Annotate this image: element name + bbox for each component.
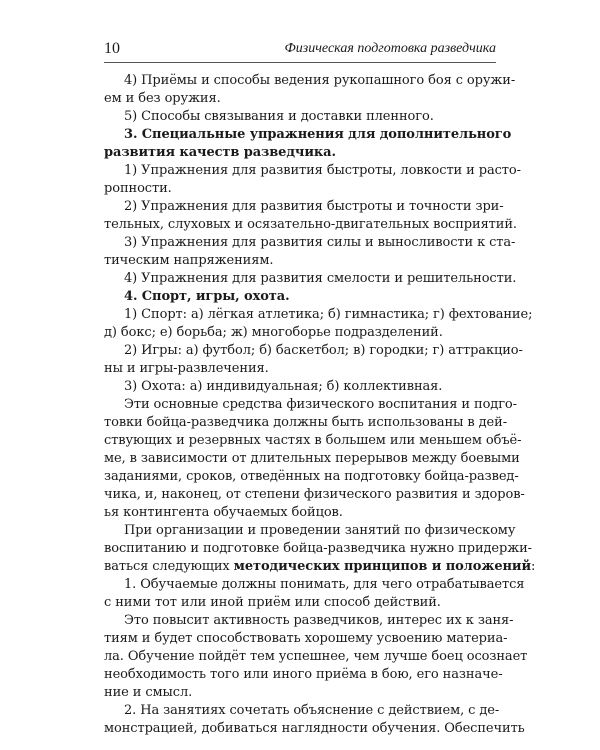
text-segment: 5) Способы связывания и доставки пленного. [124,109,434,124]
text-segment: ствующих и резервных частях в большем или меньшем объё- [104,433,522,448]
bold-text: развития качеств разведчика. [104,145,336,160]
text-line [104,396,517,414]
text-segment: 1. Обучаемые должны понимать, для чего отрабатывается [124,577,525,592]
text-segment: тельных, слуховых и осязательно-двигательных восприятий. [104,217,517,232]
text-segment: 2) Игры: а) футбол; б) баскетбол; в) городки; г) аттракцио- [124,343,523,358]
text-segment: тиям и будет способствовать хорошему усвоению материа- [104,631,508,646]
body-text [104,72,536,738]
text-segment: товки бойца-разведчика должны быть использованы в дей- [104,415,508,430]
text-line [104,234,516,252]
text-line [104,90,496,108]
text-line [104,126,512,144]
text-segment: ья контингента обучаемых бойцов. [104,505,343,520]
page-number: 10 [104,40,120,57]
text-line [104,522,516,540]
text-segment: 1) Спорт: а) лёгкая атлетика; б) гимнастика; г) фехтование; [124,307,533,322]
text-line [104,594,496,612]
text-line [104,648,528,666]
text-line [104,252,496,270]
text-segment: ваться следующих [104,559,234,574]
text-segment: ем и без оружия. [104,91,221,106]
text-line [104,432,522,450]
text-segment: 1) Упражнения для развития быстроты, ловкости и расто- [124,163,521,178]
text-line [104,360,496,378]
text-segment: Эти основные средства физического воспитания и подго- [124,397,517,412]
text-line [104,270,517,288]
running-header [104,38,496,63]
text-line [104,72,516,90]
bold-text: 3. Специальные упражнения для дополнительного [124,127,512,142]
text-segment: д) бокс; е) борьба; ж) многоборье подразделений. [104,325,443,340]
running-title: Физическая подготовка разведчика [284,41,496,56]
text-line [104,324,496,342]
text-segment: 2) Упражнения для развития быстроты и точности зри- [124,199,504,214]
text-line [104,576,525,594]
text-segment: воспитанию и подготовке бойца-разведчика нужно придержи- [104,541,532,556]
text-line [104,198,504,216]
text-segment: 4) Упражнения для развития смелости и решительности. [124,271,517,286]
text-segment: ние и смысл. [104,685,193,700]
text-segment: : [531,559,536,574]
text-line [104,162,521,180]
text-line [104,180,496,198]
text-segment: При организации и проведении занятий по физическому [124,523,516,538]
text-segment: необходимость того или иного приёма в бою, его назначе- [104,667,503,682]
text-line [104,666,503,684]
bold-text: 4. Спорт, игры, охота. [124,289,290,304]
text-line [104,684,496,702]
text-segment: 2. На занятиях сочетать объяснение с действием, с де- [124,703,500,718]
text-line [104,486,525,504]
text-line [104,504,496,522]
text-line [104,702,500,720]
text-segment: ме, в зависимости от длительных перерывов между боевыми [104,451,520,466]
text-line [104,306,533,324]
text-line [104,450,520,468]
text-segment: 3) Охота: а) индивидуальная; б) коллективная. [124,379,443,394]
text-segment: Это повысит активность разведчиков, интерес их к заня- [124,613,514,628]
text-segment: чика, и, наконец, от степени физического развития и здоров- [104,487,525,502]
text-segment: ны и игры-развлечения. [104,361,269,376]
text-line [104,414,508,432]
text-segment: 3) Упражнения для развития силы и выносливости к ста- [124,235,516,250]
text-segment: 4) Приёмы и способы ведения рукопашного боя с оружи- [124,73,516,88]
text-segment: заданиями, сроков, отведённых на подготовку бойца-развед- [104,469,519,484]
text-line [104,720,525,738]
bold-text: методических принципов и положений [233,559,532,574]
text-line [104,468,519,486]
text-line [104,612,514,630]
text-line [104,378,496,396]
text-line [104,558,536,576]
text-segment: тическим напряжениям. [104,253,274,268]
text-segment: с ними тот или иной приём или способ действий. [104,595,441,610]
text-line [104,342,523,360]
text-segment: монстрацией, добиваться наглядности обучения. Обеспечить [104,721,525,736]
text-line [104,144,496,162]
text-line [104,216,517,234]
text-line [104,108,496,126]
text-segment: ла. Обучение пойдёт тем успешнее, чем лучше боец осознает [104,649,528,664]
text-line [104,288,496,306]
text-segment: ропности. [104,181,172,196]
text-line [104,630,508,648]
text-line [104,540,532,558]
